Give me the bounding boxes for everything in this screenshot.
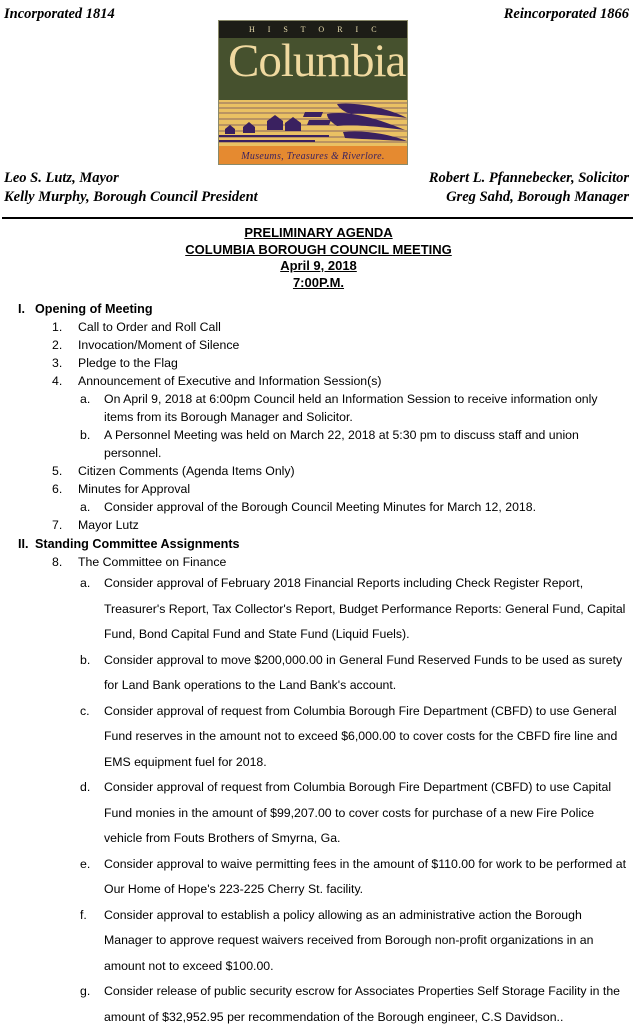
title-line-agenda: [0, 225, 637, 242]
mayor-name: Leo S. Lutz, Mayor: [4, 170, 119, 186]
agenda-title-block: [0, 225, 637, 291]
subitem-marker: a.: [80, 500, 91, 514]
item-text: The Committee on Finance: [78, 555, 227, 569]
agenda-subitem: [0, 571, 637, 648]
incorporated-year: Incorporated 1814: [4, 6, 115, 22]
agenda-subitem: [0, 775, 637, 852]
agenda-subitem: [0, 426, 637, 462]
subitem-text: Consider approval to establish a policy allowing as an administrative action the Borough Manager to approve request waivers received from Borough non-profit organizations in an amount not to exceed $100.00.: [104, 907, 594, 973]
subitem-text: Consider approval to waive permitting fees in the amount of $110.00 for work to be performed at Our Home of Hope's 223-225 Cherry St. facility.: [104, 856, 626, 896]
reincorporated-year: Reincorporated 1866: [503, 6, 629, 22]
subitem-text: On April 9, 2018 at 6:00pm Council held an Information Session to receive information only items from its Borough Manager and Solicitor.: [104, 392, 598, 424]
agenda-section-heading: [0, 535, 637, 553]
item-text: Invocation/Moment of Silence: [78, 338, 240, 352]
agenda-item: [0, 372, 637, 390]
agenda-item: [0, 318, 637, 336]
subitem-marker: d.: [80, 780, 91, 794]
title-council-meeting: COLUMBIA BOROUGH COUNCIL MEETING: [185, 241, 452, 257]
borough-manager-name: Greg Sahd, Borough Manager: [446, 189, 629, 205]
agenda-section-heading: [0, 300, 637, 318]
item-text: Call to Order and Roll Call: [78, 320, 221, 334]
logo-wordmark: Columbia: [228, 35, 406, 87]
historic-columbia-logo: [218, 20, 408, 165]
logo-river-illustration: [219, 100, 407, 146]
subitem-marker: b.: [80, 428, 91, 442]
logo-green-field: [219, 35, 407, 100]
agenda-item: [0, 462, 637, 480]
subitem-marker: a.: [80, 392, 91, 406]
item-marker: 6.: [52, 482, 63, 496]
section-heading: Opening of Meeting: [35, 302, 153, 316]
item-text: Citizen Comments (Agenda Items Only): [78, 464, 295, 478]
subitem-text: Consider approval of request from Columbia Borough Fire Department (CBFD) to use Capital Fund monies in the amount of $99,207.00 to cover costs for purchase of a new Fire Police vehicle from Fouts Brothers of Smyrna, Ga.: [104, 780, 612, 845]
item-marker: 3.: [52, 356, 63, 370]
subitem-marker: c.: [80, 703, 90, 718]
subitem-text: Consider approval of the Borough Council Meeting Minutes for March 12, 2018.: [104, 500, 537, 514]
logo-tagline-text: Museums, Treasures & Riverlore.: [241, 150, 385, 162]
title-meeting-date: April 9, 2018: [280, 258, 357, 273]
solicitor-name: Robert L. Pfannebecker, Solicitor: [428, 170, 629, 186]
item-marker: 2.: [52, 338, 63, 352]
agenda-subitem: [0, 852, 637, 903]
item-marker: 1.: [52, 320, 63, 334]
item-text: Announcement of Executive and Information Session(s): [78, 374, 382, 388]
header-divider: [2, 217, 633, 219]
item-marker: 4.: [52, 374, 63, 388]
agenda-subitem: [0, 648, 637, 699]
borough-officials: [0, 170, 637, 208]
subitem-text: A Personnel Meeting was held on March 22, 2018 at 5:30 pm to discuss staff and union personnel.: [104, 428, 579, 460]
section-numeral: I.: [18, 302, 25, 316]
logo-tagline-banner: [219, 146, 407, 165]
agenda-item: [0, 336, 637, 354]
agenda-item: [0, 516, 637, 534]
title-line-meeting: [0, 242, 637, 259]
subitem-text: Consider approval of February 2018 Financial Reports including Check Register Report, Treasurer's Report, Tax Collector's Report, Budget Performance Reports: General Fund, Capital Fund, Bond Capital Fund and State Fund (Liquid Fuels).: [104, 576, 626, 641]
item-marker: 8.: [52, 555, 63, 569]
title-line-date: [0, 258, 637, 275]
section-numeral: II.: [18, 537, 29, 551]
officials-row-2: [0, 189, 637, 208]
agenda-subitem: [0, 390, 637, 426]
agenda-item: [0, 354, 637, 372]
officials-row-1: [0, 170, 637, 189]
agenda-subitem: [0, 699, 637, 776]
subitem-text: Consider release of public security escrow for Associates Properties Self Storage Facility in the amount of $32,952.95 per recommendation of the Borough engineer, C.S Davidson..: [104, 984, 621, 1024]
document-masthead: [0, 0, 637, 205]
subitem-marker: b.: [80, 652, 91, 667]
subitem-text: Consider approval to move $200,000.00 in General Fund Reserved Funds to be used as surety for Land Bank operations to the Land Bank's account.: [104, 652, 623, 692]
subitem-text: Consider approval of request from Columbia Borough Fire Department (CBFD) to use General Fund reserves in the amount not to exceed $6,000.00 to cover costs for the CBFD fire line and EMS equipment fuel for 2018.: [104, 703, 618, 769]
title-meeting-time: 7:00P.M.: [292, 274, 345, 290]
agenda-subitem: [0, 498, 637, 516]
agenda-subitem: [0, 979, 637, 1030]
agenda-item: [0, 553, 637, 571]
council-president-name: Kelly Murphy, Borough Council President: [4, 189, 258, 205]
item-text: Pledge to the Flag: [78, 356, 178, 370]
logo-historic-text: H I S T O R I C: [248, 25, 383, 34]
item-marker: 5.: [52, 464, 63, 478]
subitem-marker: a.: [80, 576, 91, 590]
subitem-marker: f.: [80, 907, 87, 922]
section-heading: Standing Committee Assignments: [35, 537, 240, 551]
agenda-subitem: [0, 903, 637, 980]
agenda-item: [0, 480, 637, 498]
river-scene-icon: [219, 100, 407, 146]
title-line-time: [0, 275, 637, 292]
title-preliminary-agenda: PRELIMINARY AGENDA: [244, 225, 393, 240]
subitem-marker: g.: [80, 984, 91, 998]
item-text: Mayor Lutz: [78, 518, 139, 532]
item-text: Minutes for Approval: [78, 482, 191, 496]
item-marker: 7.: [52, 518, 63, 532]
agenda-body: [0, 300, 637, 1030]
subitem-marker: e.: [80, 856, 91, 871]
